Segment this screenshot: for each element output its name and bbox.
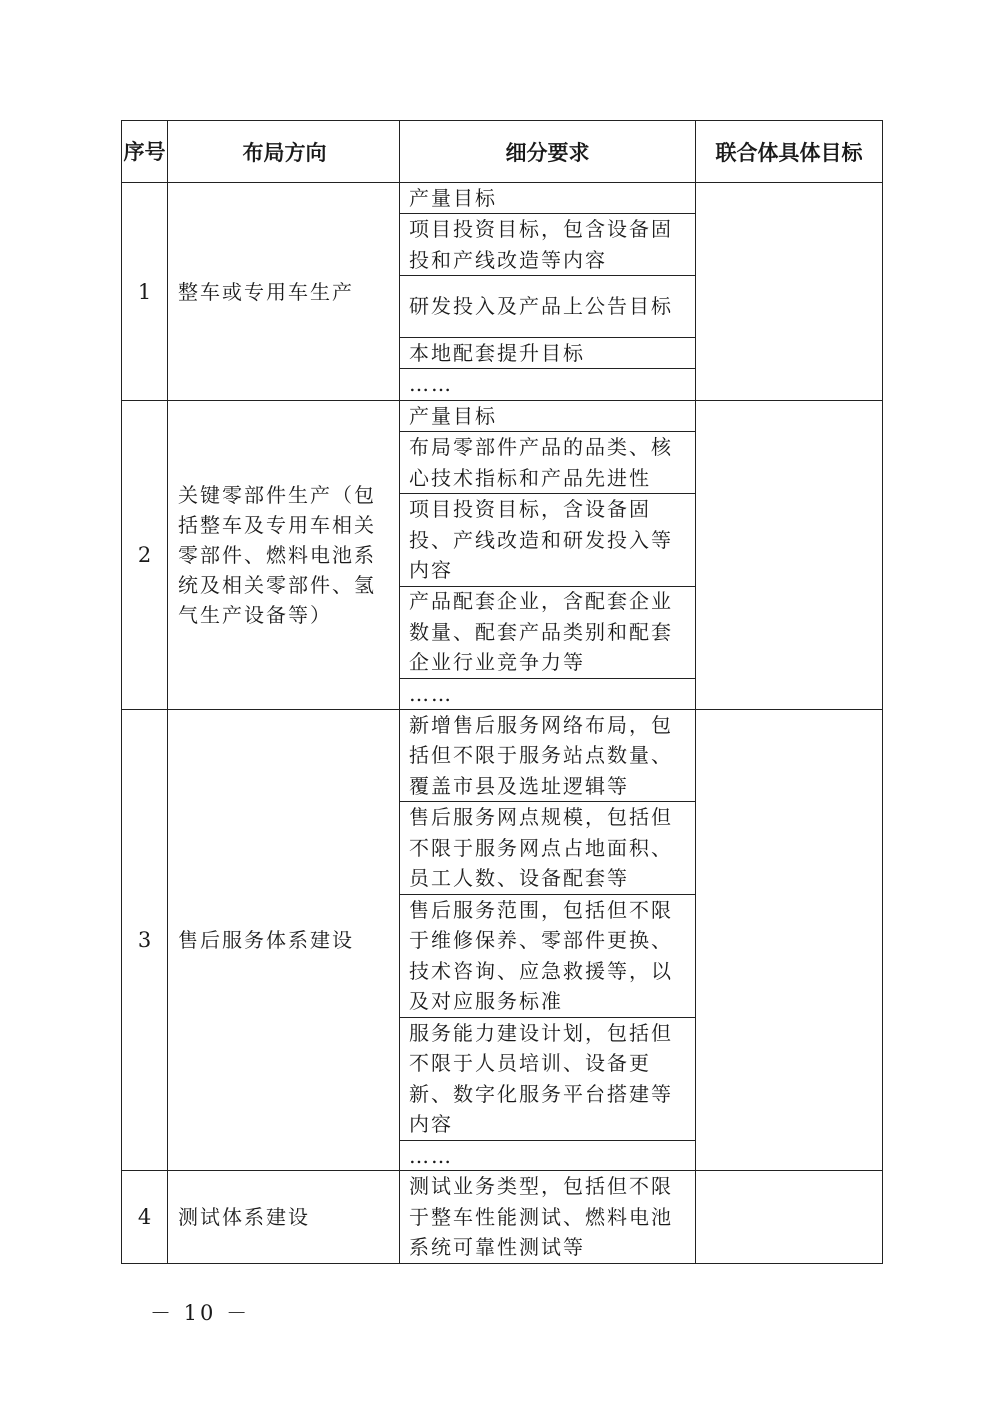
row-target: [696, 183, 882, 400]
requirement-item: 产量目标: [400, 183, 695, 214]
header-direction: 布局方向: [168, 121, 400, 182]
header-target: 联合体具体目标: [715, 139, 863, 165]
row-direction: 售后服务体系建设: [168, 710, 400, 1170]
requirements-table: [121, 120, 883, 1264]
row-direction: 测试体系建设: [168, 1171, 400, 1263]
requirement-item: 本地配套提升目标: [400, 338, 695, 369]
row-target: [696, 1171, 882, 1263]
row-target: [696, 710, 882, 1170]
table-header-row: [121, 120, 883, 183]
requirement-item: ……: [409, 681, 453, 706]
header-requirements: 细分要求: [400, 121, 696, 182]
row-direction: 关键零部件生产（包括整车及专用车相关零部件、燃料电池系统及相关零部件、氢气生产设备等）: [168, 401, 400, 709]
table-row: [121, 401, 883, 710]
requirement-item: 售后服务范围，包括但不限于维修保养、零部件更换、技术咨询、应急救援等，以及对应服务标准: [400, 895, 695, 1018]
table-row: [121, 710, 883, 1171]
page-number: － 10 －: [150, 1301, 251, 1325]
requirement-item: 产品配套企业，含配套企业数量、配套产品类别和配套企业行业竞争力等: [400, 587, 695, 679]
requirement-item: ……: [409, 1143, 453, 1168]
requirements-list: [400, 401, 696, 709]
requirement-item: 项目投资目标，含设备固投、产线改造和研发投入等内容: [400, 494, 695, 587]
row-index: 2: [122, 401, 168, 709]
requirement-item: 项目投资目标，包含设备固投和产线改造等内容: [400, 214, 695, 276]
requirements-list: [400, 710, 696, 1170]
requirement-item: ……: [409, 372, 453, 397]
row-index: 3: [122, 710, 168, 1170]
row-direction: 整车或专用车生产: [168, 183, 400, 400]
row-index: 4: [122, 1171, 168, 1263]
requirement-item: 产量目标: [400, 401, 695, 432]
requirement-item: 布局零部件产品的品类、核心技术指标和产品先进性: [400, 432, 695, 494]
row-index: 1: [122, 183, 168, 400]
requirement-item: 测试业务类型，包括但不限于整车性能测试、燃料电池系统可靠性测试等: [409, 1174, 673, 1260]
table-row: [121, 1171, 883, 1264]
requirement-item: 售后服务网点规模，包括但不限于服务网点占地面积、员工人数、设备配套等: [400, 802, 695, 895]
row-target: [696, 401, 882, 709]
requirement-item: 研发投入及产品上公告目标: [400, 276, 695, 338]
table-row: [121, 183, 883, 401]
requirements-list: [400, 183, 696, 400]
requirements-list: [400, 1171, 696, 1263]
requirement-item: 新增售后服务网络布局，包括但不限于服务站点数量、覆盖市县及选址逻辑等: [400, 710, 695, 802]
requirement-item: 服务能力建设计划，包括但不限于人员培训、设备更新、数字化服务平台搭建等内容: [400, 1018, 695, 1141]
header-index: 序号: [122, 121, 168, 182]
